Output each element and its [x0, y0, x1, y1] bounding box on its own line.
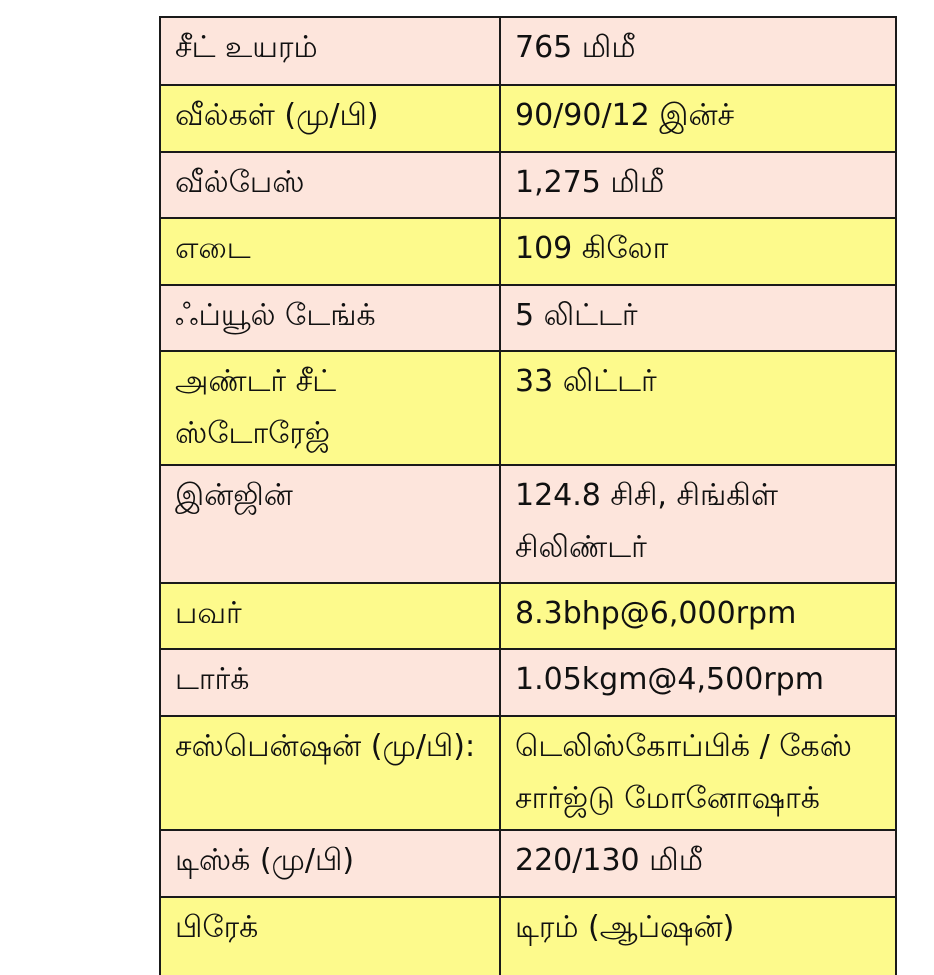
spec-table — [159, 16, 897, 975]
spec-value: 765 மிமீ — [500, 17, 896, 85]
spec-row-underseat-storage — [160, 351, 896, 465]
spec-row-weight — [160, 218, 896, 285]
spec-label: அண்டர் சீட் ஸ்டோரேஜ் — [160, 351, 500, 465]
spec-row-disc — [160, 830, 896, 897]
spec-value: 124.8 சிசி, சிங்கிள் சிலிண்டர் — [500, 465, 896, 583]
spec-row-wheelbase — [160, 152, 896, 218]
spec-label: பிரேக் — [160, 897, 500, 975]
spec-value: டிரம் (ஆப்ஷன்) — [500, 897, 896, 975]
spec-row-power — [160, 583, 896, 649]
spec-value: 33 லிட்டர் — [500, 351, 896, 465]
spec-label: வீல்பேஸ் — [160, 152, 500, 218]
spec-row-seat-height — [160, 17, 896, 85]
spec-label: இன்ஜின் — [160, 465, 500, 583]
spec-label: வீல்கள் (மு/பி) — [160, 85, 500, 152]
spec-value: 90/90/12 இன்ச் — [500, 85, 896, 152]
spec-row-fuel-tank — [160, 285, 896, 351]
spec-label: சஸ்பென்ஷன் (மு/பி): — [160, 716, 500, 830]
spec-row-brake — [160, 897, 896, 975]
spec-label: டார்க் — [160, 649, 500, 716]
spec-value: 1.05kgm@4,500rpm — [500, 649, 896, 716]
spec-value: 109 கிலோ — [500, 218, 896, 285]
spec-value: டெலிஸ்கோப்பிக் / கேஸ் சார்ஜ்டு மோனோஷாக் — [500, 716, 896, 830]
spec-value: 1,275 மிமீ — [500, 152, 896, 218]
spec-label: டிஸ்க் (மு/பி) — [160, 830, 500, 897]
spec-label: ஃப்யூல் டேங்க் — [160, 285, 500, 351]
spec-row-wheels — [160, 85, 896, 152]
spec-row-engine — [160, 465, 896, 583]
spec-value: 220/130 மிமீ — [500, 830, 896, 897]
spec-label: பவர் — [160, 583, 500, 649]
spec-row-suspension — [160, 716, 896, 830]
spec-row-torque — [160, 649, 896, 716]
spec-label: எடை — [160, 218, 500, 285]
spec-value: 5 லிட்டர் — [500, 285, 896, 351]
spec-value: 8.3bhp@6,000rpm — [500, 583, 896, 649]
spec-label: சீட் உயரம் — [160, 17, 500, 85]
